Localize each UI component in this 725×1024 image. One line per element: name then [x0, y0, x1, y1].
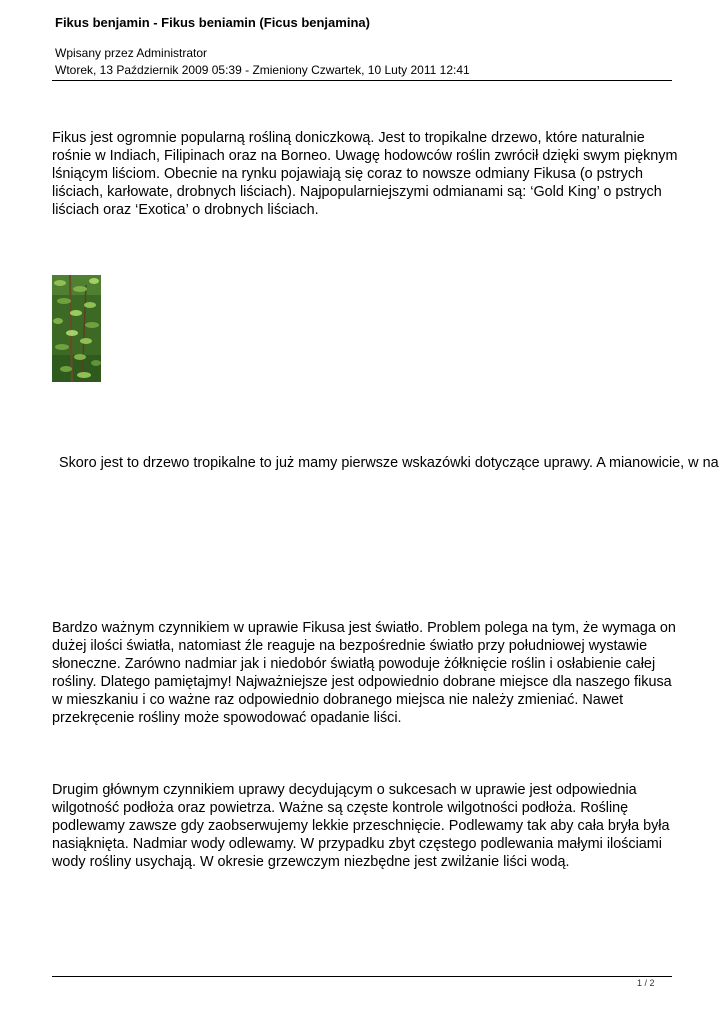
paragraph-intro: Fikus jest ogromnie popularną rośliną doniczkową. Jest to tropikalne drzewo, które naturalnie rośnie w Indiach, Filipinach oraz na Borneo. Uwagę hodowców roślin zwrócił dzięki swym pięknym lśniącym liściom. Obecnie na rynku pojawiają się coraz to nowsze odmiany Fikusa (o pstrych liściach, karłowate, drobnych liściach). Najpopularniejszymi odmianami są: ‘Gold King’ o pstrych liściach oraz ‘Exotica’ o drobnych liściach. — [52, 130, 678, 218]
dates-line: Wtorek, 13 Październik 2009 05:39 - Zmieniony Czwartek, 10 Luty 2011 12:41 — [55, 63, 470, 77]
author-line: Wpisany przez Administrator — [55, 46, 208, 60]
page-title: Fikus benjamin - Fikus beniamin (Ficus benjamina) — [55, 15, 370, 30]
ficus-photo — [52, 275, 101, 382]
page-number: 1 / 2 — [637, 978, 655, 988]
paragraph-moisture: Drugim głównym czynnikiem uprawy decydującym o sukcesach w uprawie jest odpowiednia wilgotność podłoża oraz powietrza. Ważne są częste kontrole wilgotności podłoża. Roślinę podlewamy zawsze gdy zaobserwujemy lekkie przeschnięcie. Podlewamy tak aby cała bryła była nasiąknięta. Nadmiar wody odlewamy. W przypadku zbyt częstego podlewania małymi ilościami wody rośliny usychają. W okresie grzewczym niezbędne jest zwilżanie liści wodą. — [52, 782, 670, 870]
paragraph-light: Bardzo ważnym czynnikiem w uprawie Fikusa jest światło. Problem polega na tym, że wymaga on dużej ilości światła, natomiast źle reaguje na bezpośrednie światło przy południowej wystawie słoneczne. Zarówno nadmiar jak i niedobór światłą powoduje żółknięcie roślin i osłabienie całej rośliny. Dlatego pamiętajmy! Najważniejsze jest odpowiednio dobrane miejsce dla naszego fikusa w mieszkaniu i co ważne raz odpowiednio dobranego miejsca nie należy zmieniać. Nawet przekręcenie rośliny może spowodować opadanie liści. — [52, 620, 676, 726]
header-rule — [52, 80, 672, 81]
footer-rule — [52, 976, 672, 977]
paragraph-cultivation: Skoro jest to drzewo tropikalne to już mamy pierwsze wskazówki dotyczące uprawy. A mianowicie, w na — [59, 455, 719, 471]
